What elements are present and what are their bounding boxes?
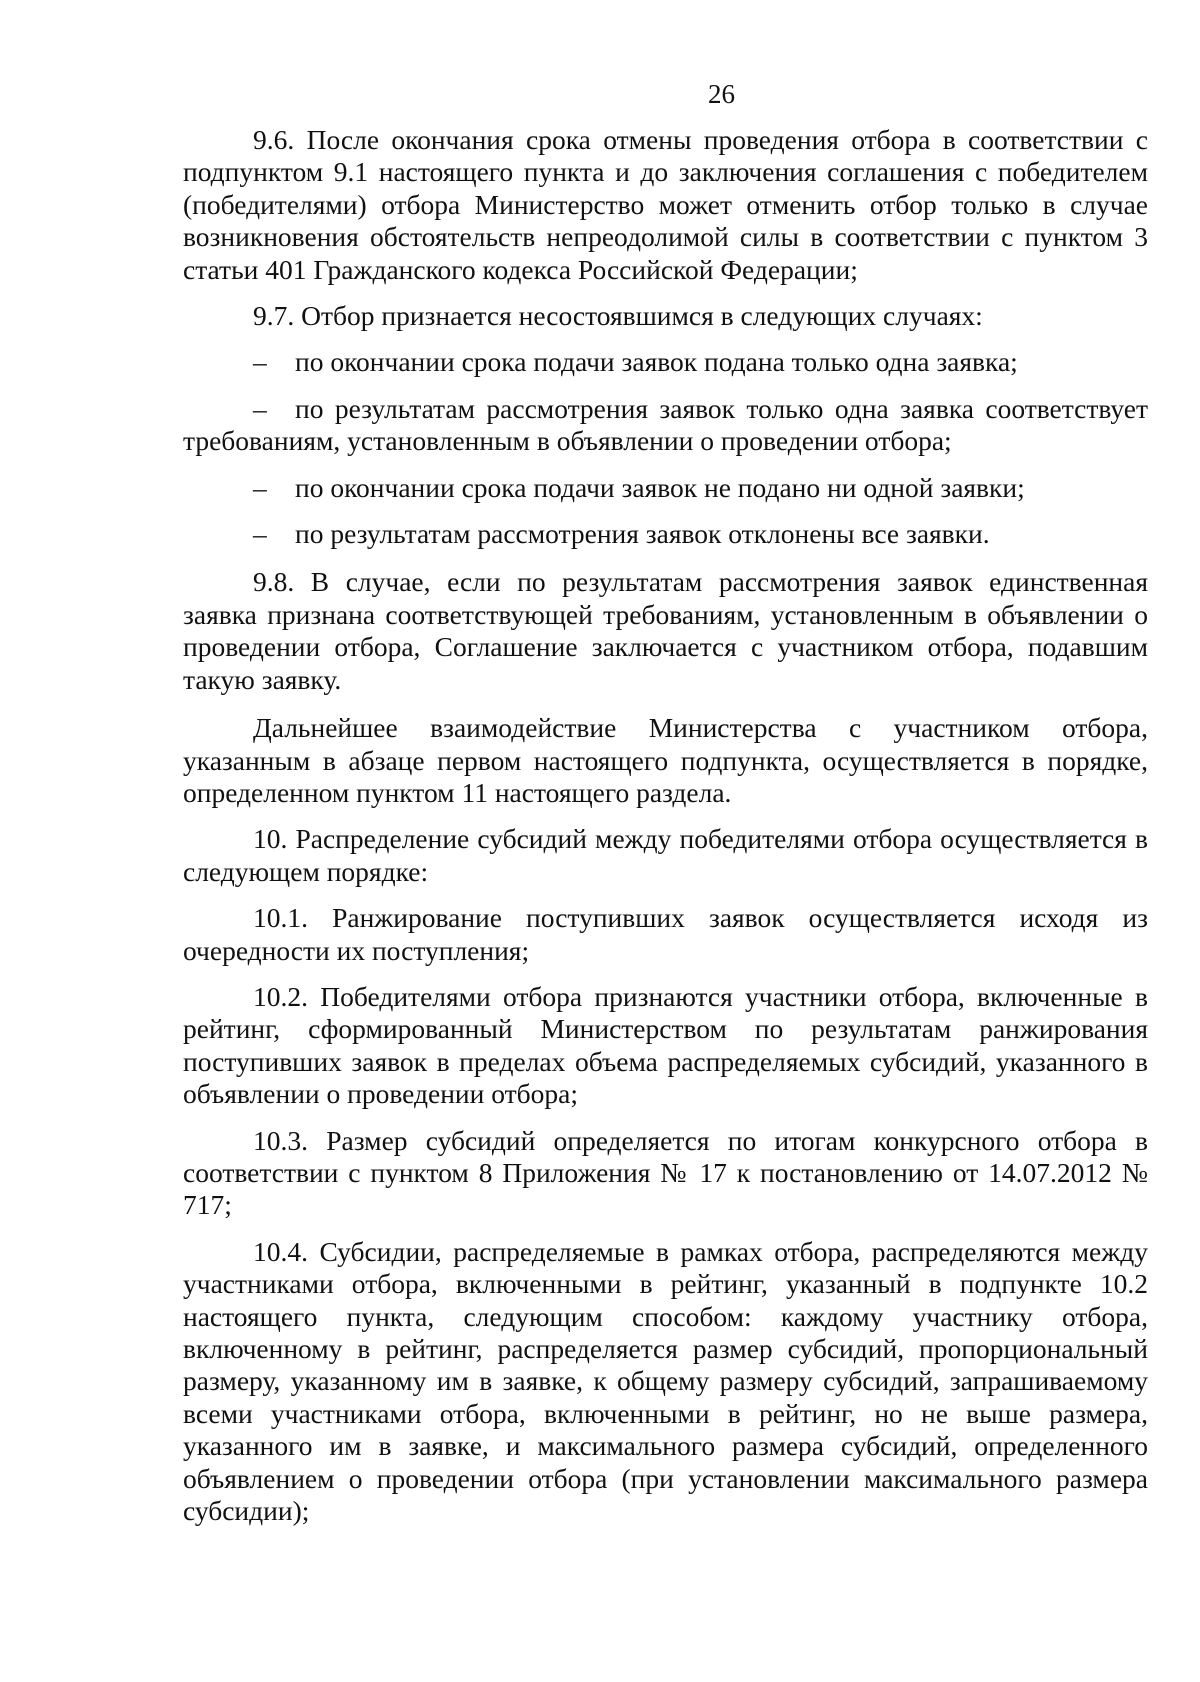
- list-item-text: по окончании срока подачи заявок подана только одна заявка;: [295, 346, 1018, 378]
- list-item: [183, 393, 1148, 458]
- dash-marker: –: [253, 518, 267, 550]
- paragraph-10-2: 10.2. Победителями отбора признаются участники отбора, включенные в рейтинг, сформированный Министерством по результатам ранжирования поступивших заявок в пределах объема распределяемых субсидий, указанного в объявлении о проведении отбора;: [183, 980, 1148, 1110]
- list-item: [183, 346, 1148, 378]
- paragraph-10: 10. Распределение субсидий между победителями отбора осуществляется в следующем порядке:: [183, 823, 1148, 887]
- paragraph-9-8-continuation: Дальнейшее взаимодействие Министерства с участником отбора, указанным в абзаце первом настоящего подпункта, осуществляется в порядке, определенном пунктом 11 настоящего раздела.: [183, 712, 1148, 808]
- paragraph-9-7: 9.7. Отбор признается несостоявшимся в следующих случаях:: [253, 300, 983, 332]
- page-number: 26: [708, 79, 735, 109]
- paragraph-10-1: 10.1. Ранжирование поступивших заявок осуществляется исходя из очередности их поступления;: [183, 902, 1148, 966]
- list-item-text: по результатам рассмотрения заявок только одна заявка соответствует требованиям, установленным в объявлении о проведении отбора;: [183, 392, 1148, 457]
- list-item: [183, 472, 1148, 504]
- paragraph-10-4: 10.4. Субсидии, распределяемые в рамках отбора, распределяются между участниками отбора, включенными в рейтинг, указанный в подпункте 10.2 настоящего пункта, следующим способом: каждому участнику отбора, включенному в рейтинг, распределяется размер субсидий, пропорциональный размеру, указанному им в заявке, к общему размеру субсидий, запрашиваемому всеми участниками отбора, включенными в рейтинг, но не выше размера, указанного им в заявке, и максимального размера субсидий, определенного объявлением о проведении отбора (при установлении максимального размера субсидии);: [183, 1235, 1148, 1527]
- dash-marker: –: [253, 392, 267, 424]
- list-item: [183, 518, 1148, 550]
- dash-marker: –: [253, 346, 267, 378]
- document-page: [183, 78, 1148, 1527]
- paragraph-9-8: 9.8. В случае, если по результатам рассмотрения заявок единственная заявка признана соответствующей требованиям, установленным в объявлении о проведении отбора, Соглашение заключается с участником отбора, подавшим такую заявку.: [183, 566, 1148, 695]
- paragraph-10-3: 10.3. Размер субсидий определяется по итогам конкурсного отбора в соответствии с пунктом 8 Приложения № 17 к постановлению от 14.07.2012 № 717;: [183, 1124, 1148, 1221]
- list-item-text: по результатам рассмотрения заявок отклонены все заявки.: [295, 518, 990, 550]
- list-item-text: по окончании срока подачи заявок не подано ни одной заявки;: [295, 471, 1025, 503]
- dash-marker: –: [253, 471, 267, 503]
- paragraph-9-6: 9.6. После окончания срока отмены проведения отбора в соответствии с подпунктом 9.1 настоящего пункта и до заключения соглашения с победителем (победителями) отбора Министерство может отменить отбор только в случае возникновения обстоятельств непреодолимой силы в соответствии с пунктом 3 статьи 401 Гражданского кодекса Российской Федерации;: [183, 124, 1148, 285]
